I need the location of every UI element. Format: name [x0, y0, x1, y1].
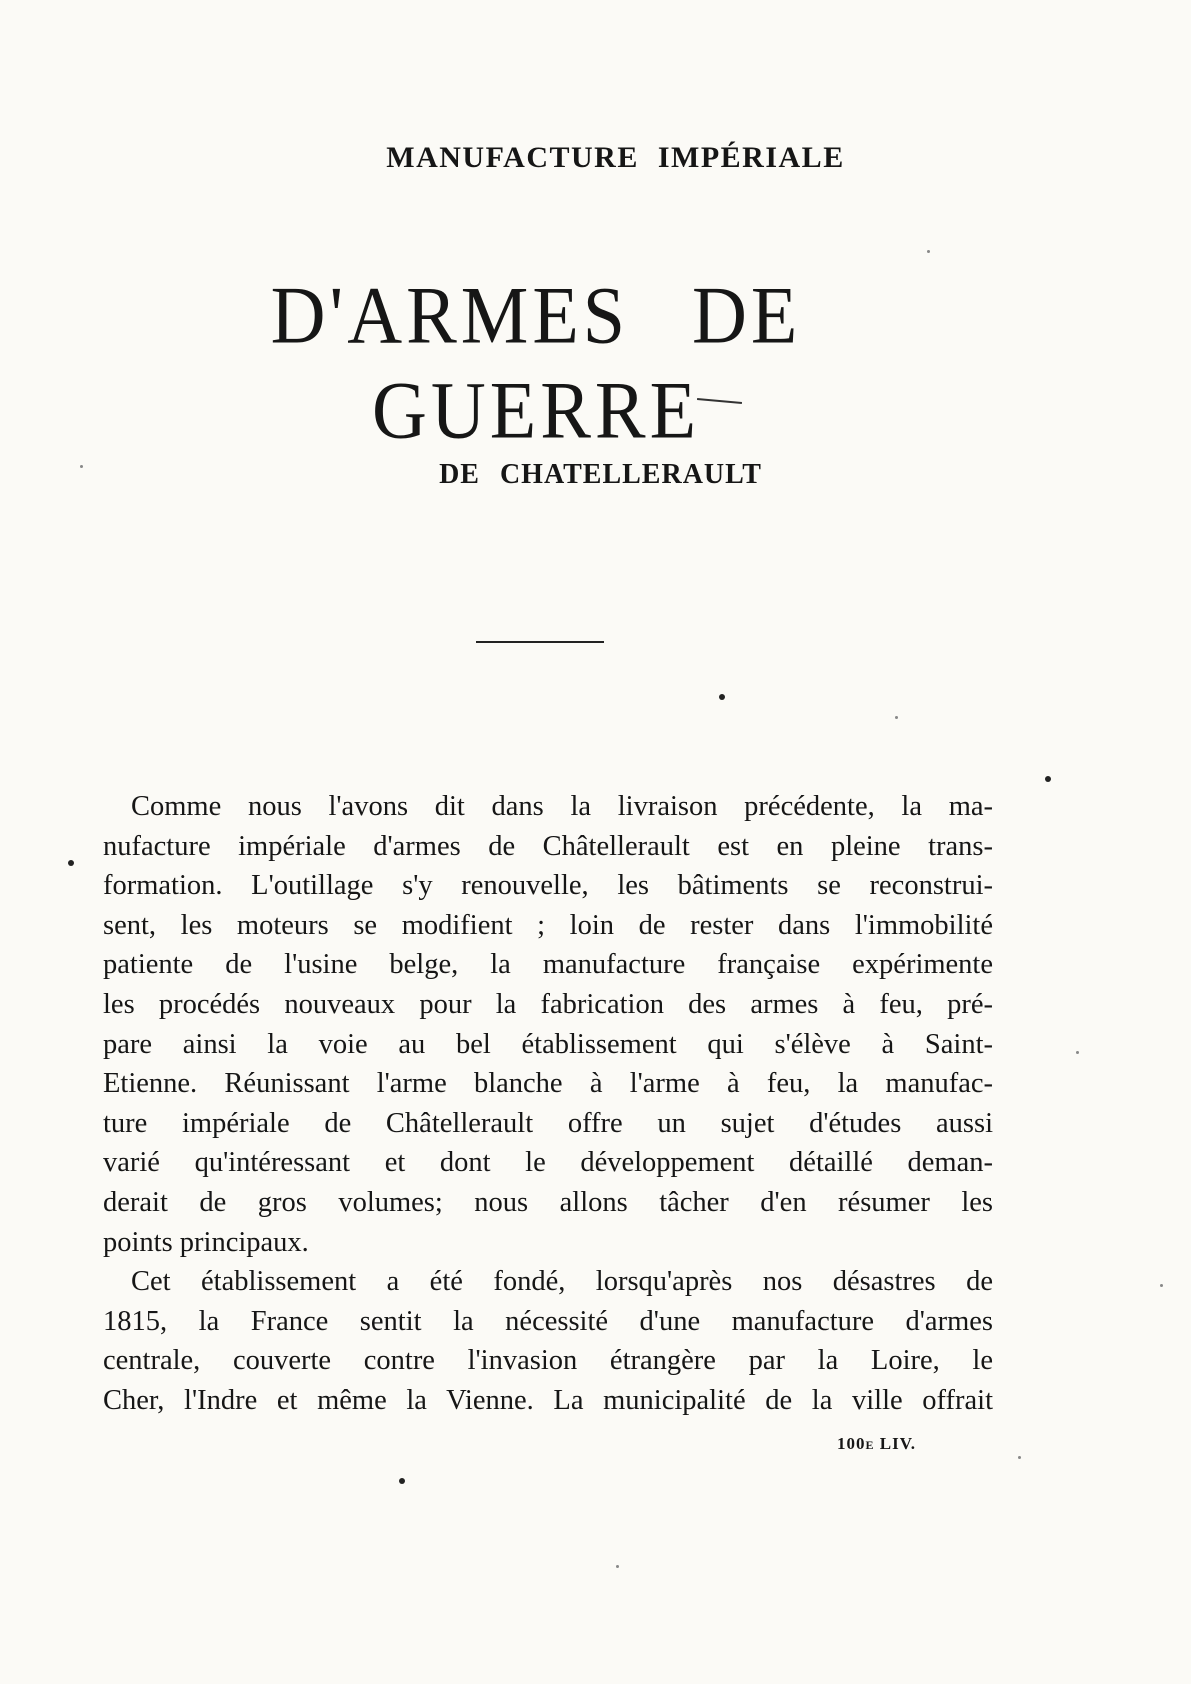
scan-speck — [80, 465, 83, 468]
scan-speck — [927, 250, 930, 253]
text-line: derait de gros volumes; nous allons tâcher d'en résumer les — [103, 1186, 993, 1218]
text-line: points principaux. — [103, 1226, 309, 1258]
scan-speck — [1160, 1284, 1163, 1287]
scan-speck — [616, 1565, 619, 1568]
page-subtitle: DE CHATELLERAULT — [439, 459, 762, 490]
header-kicker: MANUFACTURE IMPÉRIALE — [386, 141, 845, 174]
signature-mark: 100e LIV. — [837, 1434, 917, 1453]
section-rule — [476, 641, 604, 643]
text-line: Cet établissement a été fondé, lorsqu'après nos désastres de — [131, 1266, 993, 1298]
text-line: ture impériale de Châtellerault offre un sujet d'études aussi — [103, 1107, 993, 1139]
text-line: varié qu'intéressant et dont le développement détaillé deman- — [103, 1147, 993, 1179]
text-line: patiente de l'usine belge, la manufacture française expérimente — [103, 949, 993, 981]
text-line: Cher, l'Indre et même la Vienne. La municipalité de la ville offrait — [103, 1384, 993, 1416]
text-line: centrale, couverte contre l'invasion étrangère par la Loire, le — [103, 1345, 993, 1377]
scan-speck — [1045, 776, 1051, 782]
text-line: sent, les moteurs se modifient ; loin de rester dans l'immobilité — [103, 909, 993, 941]
text-line: nufacture impériale d'armes de Châtellerault est en pleine trans- — [103, 830, 993, 862]
text-line: formation. L'outillage s'y renouvelle, les bâtiments se reconstrui- — [103, 870, 993, 902]
body-text — [103, 787, 993, 1421]
text-line: Etienne. Réunissant l'arme blanche à l'arme à feu, la manufac- — [103, 1068, 993, 1100]
paragraph-1 — [103, 787, 993, 1262]
scan-speck — [1018, 1456, 1021, 1459]
scan-speck — [1076, 1051, 1079, 1054]
page-title: D'ARMES DE GUERRE — [270, 270, 802, 456]
scan-speck — [68, 860, 74, 866]
text-line: les procédés nouveaux pour la fabrication des armes à feu, pré- — [103, 988, 993, 1020]
text-line: pare ainsi la voie au bel établissement qui s'élève à Saint- — [103, 1028, 993, 1060]
scan-speck — [399, 1478, 405, 1484]
scan-speck — [719, 694, 725, 700]
text-line: 1815, la France sentit la nécessité d'une manufacture d'armes — [103, 1305, 993, 1337]
text-line: Comme nous l'avons dit dans la livraison précédente, la ma- — [131, 791, 993, 822]
paragraph-2 — [103, 1262, 993, 1420]
scan-speck — [895, 716, 898, 719]
